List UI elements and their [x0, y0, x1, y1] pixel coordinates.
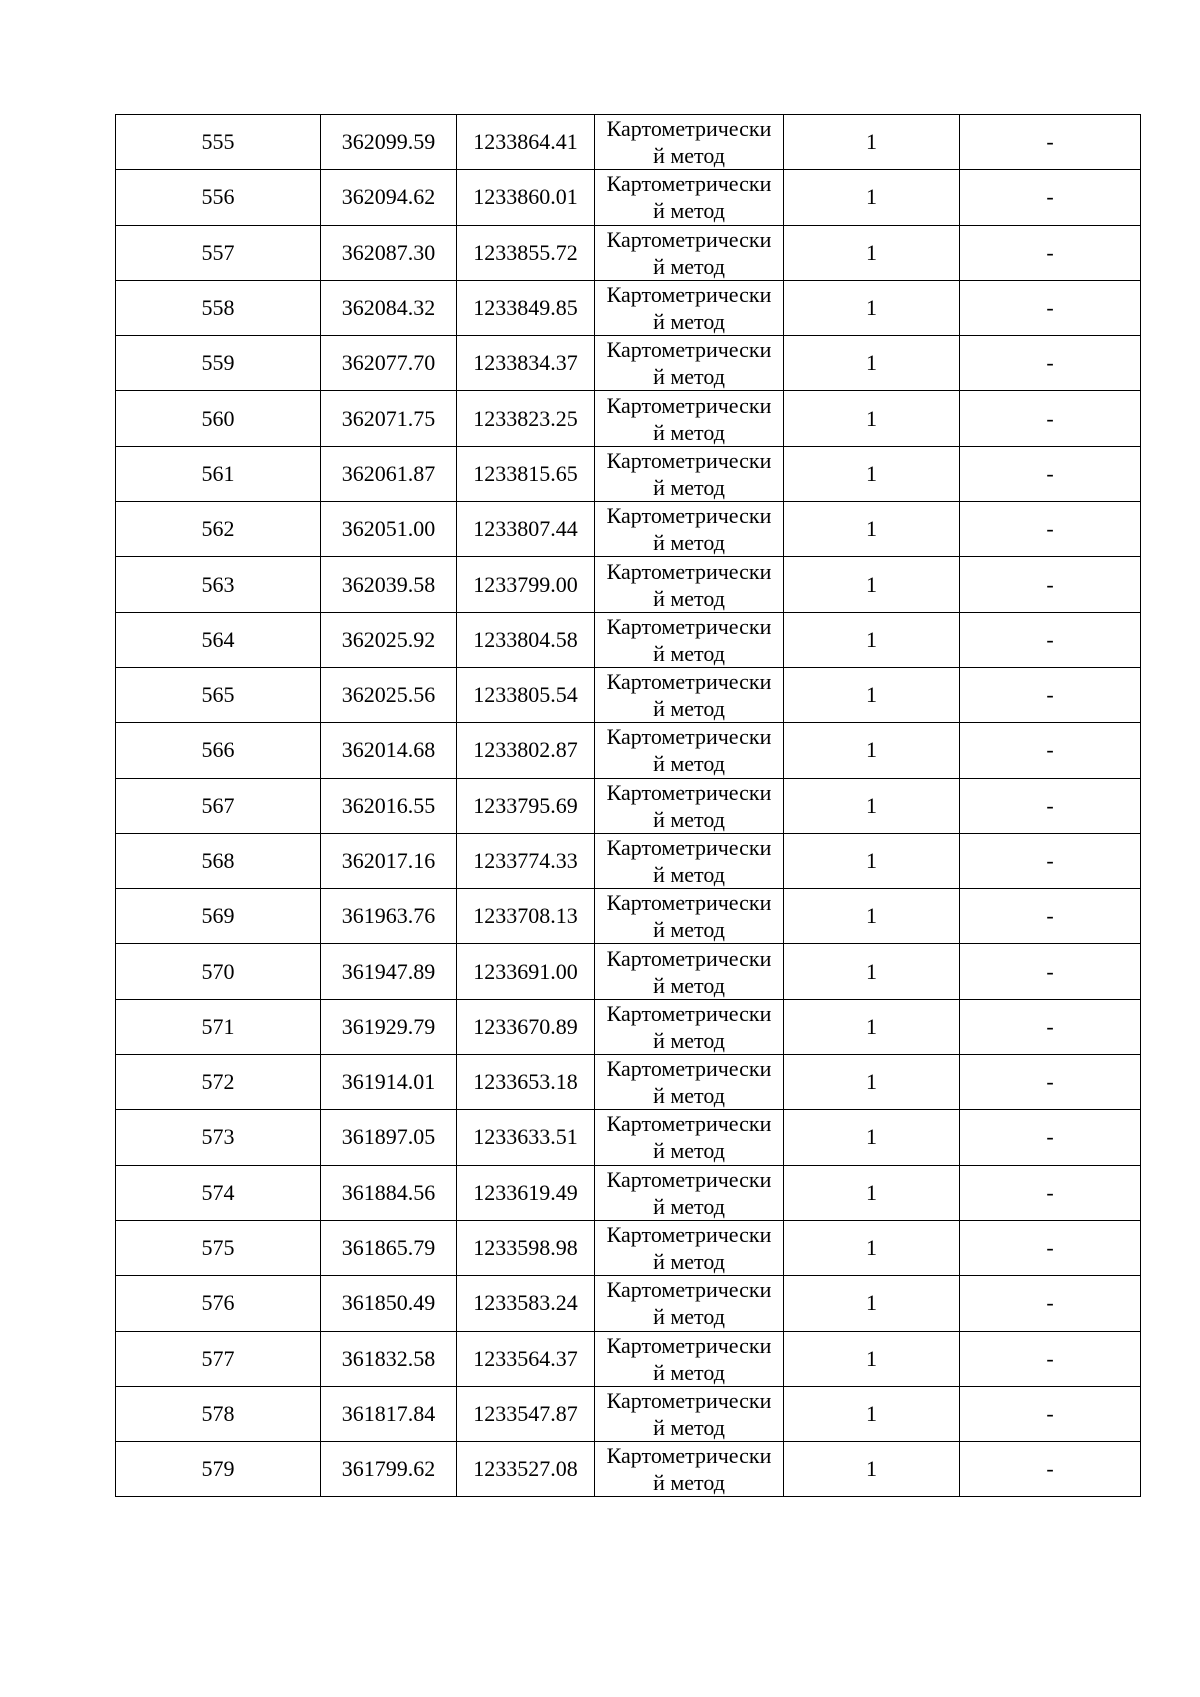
method-text-line: й метод	[653, 751, 725, 777]
x-coordinate-cell: 362016.55	[321, 778, 457, 833]
point-number-cell: 574	[116, 1165, 321, 1220]
note-cell: -	[960, 1110, 1141, 1165]
method-cell	[595, 944, 784, 999]
x-coordinate-cell: 361884.56	[321, 1165, 457, 1220]
method-text-line: й метод	[653, 1193, 725, 1219]
x-coordinate-cell: 362084.32	[321, 280, 457, 335]
method-cell	[595, 778, 784, 833]
x-coordinate-cell: 362025.56	[321, 667, 457, 722]
note-cell: -	[960, 723, 1141, 778]
method-text-line: Картометрически	[606, 392, 772, 418]
y-coordinate-cell: 1233598.98	[457, 1220, 595, 1275]
method-text-line: й метод	[653, 198, 725, 224]
table-row	[116, 944, 1141, 999]
point-number-cell: 572	[116, 1055, 321, 1110]
method-cell	[595, 557, 784, 612]
method-text-line: й метод	[653, 862, 725, 887]
table-row	[116, 1442, 1141, 1497]
table-row	[116, 1165, 1141, 1220]
accuracy-cell: 1	[784, 612, 960, 667]
method-text-line: й метод	[653, 640, 725, 666]
coordinates-table	[115, 114, 1141, 1497]
note-cell: -	[960, 778, 1141, 833]
y-coordinate-cell: 1233653.18	[457, 1055, 595, 1110]
method-cell	[595, 612, 784, 667]
y-coordinate-cell: 1233774.33	[457, 833, 595, 888]
point-number-cell: 563	[116, 557, 321, 612]
accuracy-cell: 1	[784, 1220, 960, 1275]
accuracy-cell: 1	[784, 889, 960, 944]
method-text-line: Картометрически	[606, 282, 772, 308]
method-text-line: й метод	[653, 1083, 725, 1109]
x-coordinate-cell: 362017.16	[321, 833, 457, 888]
note-cell: -	[960, 833, 1141, 888]
point-number-cell: 560	[116, 391, 321, 446]
accuracy-cell: 1	[784, 170, 960, 225]
accuracy-cell: 1	[784, 1110, 960, 1165]
note-cell: -	[960, 225, 1141, 280]
y-coordinate-cell: 1233823.25	[457, 391, 595, 446]
note-cell: -	[960, 391, 1141, 446]
table-row	[116, 502, 1141, 557]
point-number-cell: 578	[116, 1386, 321, 1441]
method-text-line: Картометрически	[606, 447, 772, 473]
point-number-cell: 557	[116, 225, 321, 280]
table-row	[116, 723, 1141, 778]
table-row	[116, 612, 1141, 667]
accuracy-cell: 1	[784, 778, 960, 833]
method-text-line: й метод	[653, 1470, 725, 1496]
point-number-cell: 559	[116, 336, 321, 391]
y-coordinate-cell: 1233805.54	[457, 667, 595, 722]
table-row	[116, 336, 1141, 391]
method-cell	[595, 1386, 784, 1441]
point-number-cell: 568	[116, 833, 321, 888]
point-number-cell: 566	[116, 723, 321, 778]
y-coordinate-cell: 1233670.89	[457, 999, 595, 1054]
method-cell	[595, 667, 784, 722]
x-coordinate-cell: 361850.49	[321, 1276, 457, 1331]
x-coordinate-cell: 362039.58	[321, 557, 457, 612]
x-coordinate-cell: 362014.68	[321, 723, 457, 778]
method-cell	[595, 1165, 784, 1220]
note-cell: -	[960, 999, 1141, 1054]
point-number-cell: 564	[116, 612, 321, 667]
method-text-line: й метод	[653, 585, 725, 611]
accuracy-cell: 1	[784, 391, 960, 446]
note-cell: -	[960, 889, 1141, 944]
table-row	[116, 778, 1141, 833]
method-text-line: Картометрически	[606, 1111, 772, 1137]
method-cell	[595, 1331, 784, 1386]
accuracy-cell: 1	[784, 557, 960, 612]
accuracy-cell: 1	[784, 1165, 960, 1220]
x-coordinate-cell: 361832.58	[321, 1331, 457, 1386]
accuracy-cell: 1	[784, 999, 960, 1054]
accuracy-cell: 1	[784, 667, 960, 722]
y-coordinate-cell: 1233864.41	[457, 115, 595, 170]
table-row	[116, 280, 1141, 335]
method-text-line: й метод	[653, 806, 725, 832]
note-cell: -	[960, 1386, 1141, 1441]
note-cell: -	[960, 1220, 1141, 1275]
method-cell	[595, 1220, 784, 1275]
y-coordinate-cell: 1233799.00	[457, 557, 595, 612]
method-text-line: й метод	[653, 1249, 725, 1275]
y-coordinate-cell: 1233802.87	[457, 723, 595, 778]
table-row	[116, 889, 1141, 944]
method-cell	[595, 170, 784, 225]
table-row	[116, 1386, 1141, 1441]
x-coordinate-cell: 361897.05	[321, 1110, 457, 1165]
method-cell	[595, 391, 784, 446]
x-coordinate-cell: 361799.62	[321, 1442, 457, 1497]
method-text-line: Картометрически	[606, 1000, 772, 1026]
table-row	[116, 225, 1141, 280]
table-row	[116, 1276, 1141, 1331]
method-text-line: й метод	[653, 696, 725, 722]
x-coordinate-cell: 362051.00	[321, 502, 457, 557]
accuracy-cell: 1	[784, 225, 960, 280]
note-cell: -	[960, 1331, 1141, 1386]
x-coordinate-cell: 362087.30	[321, 225, 457, 280]
method-text-line: Картометрически	[606, 337, 772, 363]
note-cell: -	[960, 612, 1141, 667]
method-text-line: Картометрически	[606, 1387, 772, 1413]
method-text-line: Картометрически	[606, 724, 772, 750]
accuracy-cell: 1	[784, 1331, 960, 1386]
point-number-cell: 571	[116, 999, 321, 1054]
note-cell: -	[960, 667, 1141, 722]
table-row	[116, 115, 1141, 170]
y-coordinate-cell: 1233547.87	[457, 1386, 595, 1441]
note-cell: -	[960, 557, 1141, 612]
method-text-line: Картометрически	[606, 890, 772, 916]
method-text-line: й метод	[653, 474, 725, 500]
x-coordinate-cell: 362077.70	[321, 336, 457, 391]
x-coordinate-cell: 361914.01	[321, 1055, 457, 1110]
note-cell: -	[960, 502, 1141, 557]
x-coordinate-cell: 362094.62	[321, 170, 457, 225]
table-row	[116, 1055, 1141, 1110]
y-coordinate-cell: 1233708.13	[457, 889, 595, 944]
y-coordinate-cell: 1233564.37	[457, 1331, 595, 1386]
method-text-line: й метод	[653, 1027, 725, 1053]
method-text-line: Картометрически	[606, 558, 772, 584]
note-cell: -	[960, 446, 1141, 501]
coordinates-table-body	[116, 115, 1141, 1497]
x-coordinate-cell: 362099.59	[321, 115, 457, 170]
table-row	[116, 391, 1141, 446]
method-text-line: й метод	[653, 253, 725, 279]
x-coordinate-cell: 361865.79	[321, 1220, 457, 1275]
x-coordinate-cell: 362025.92	[321, 612, 457, 667]
note-cell: -	[960, 1442, 1141, 1497]
accuracy-cell: 1	[784, 833, 960, 888]
point-number-cell: 562	[116, 502, 321, 557]
point-number-cell: 573	[116, 1110, 321, 1165]
x-coordinate-cell: 362061.87	[321, 446, 457, 501]
y-coordinate-cell: 1233583.24	[457, 1276, 595, 1331]
point-number-cell: 577	[116, 1331, 321, 1386]
note-cell: -	[960, 1055, 1141, 1110]
y-coordinate-cell: 1233527.08	[457, 1442, 595, 1497]
table-row	[116, 557, 1141, 612]
method-text-line: Картометрически	[606, 669, 772, 695]
x-coordinate-cell: 361817.84	[321, 1386, 457, 1441]
note-cell: -	[960, 944, 1141, 999]
method-cell	[595, 502, 784, 557]
accuracy-cell: 1	[784, 1276, 960, 1331]
method-text-line: й метод	[653, 309, 725, 335]
point-number-cell: 556	[116, 170, 321, 225]
method-text-line: Картометрически	[606, 503, 772, 529]
y-coordinate-cell: 1233860.01	[457, 170, 595, 225]
table-row	[116, 170, 1141, 225]
accuracy-cell: 1	[784, 115, 960, 170]
method-text-line: й метод	[653, 1414, 725, 1440]
accuracy-cell: 1	[784, 723, 960, 778]
method-cell	[595, 280, 784, 335]
accuracy-cell: 1	[784, 280, 960, 335]
point-number-cell: 570	[116, 944, 321, 999]
method-text-line: Картометрически	[606, 1332, 772, 1358]
method-text-line: й метод	[653, 419, 725, 445]
point-number-cell: 576	[116, 1276, 321, 1331]
y-coordinate-cell: 1233633.51	[457, 1110, 595, 1165]
point-number-cell: 558	[116, 280, 321, 335]
method-cell	[595, 1110, 784, 1165]
method-cell	[595, 336, 784, 391]
table-row	[116, 1331, 1141, 1386]
y-coordinate-cell: 1233804.58	[457, 612, 595, 667]
table-row	[116, 1110, 1141, 1165]
method-cell	[595, 1276, 784, 1331]
note-cell: -	[960, 170, 1141, 225]
method-cell	[595, 446, 784, 501]
accuracy-cell: 1	[784, 446, 960, 501]
method-text-line: Картометрически	[606, 835, 772, 860]
x-coordinate-cell: 362071.75	[321, 391, 457, 446]
method-text-line: Картометрически	[606, 779, 772, 805]
y-coordinate-cell: 1233619.49	[457, 1165, 595, 1220]
y-coordinate-cell: 1233807.44	[457, 502, 595, 557]
point-number-cell: 579	[116, 1442, 321, 1497]
y-coordinate-cell: 1233691.00	[457, 944, 595, 999]
accuracy-cell: 1	[784, 1386, 960, 1441]
table-row	[116, 833, 1141, 888]
accuracy-cell: 1	[784, 944, 960, 999]
point-number-cell: 569	[116, 889, 321, 944]
method-text-line: Картометрически	[606, 1443, 772, 1469]
method-text-line: Картометрически	[606, 1166, 772, 1192]
method-text-line: й метод	[653, 1359, 725, 1385]
accuracy-cell: 1	[784, 1055, 960, 1110]
method-text-line: й метод	[653, 530, 725, 556]
x-coordinate-cell: 361929.79	[321, 999, 457, 1054]
method-cell	[595, 999, 784, 1054]
note-cell: -	[960, 336, 1141, 391]
method-text-line: й метод	[653, 364, 725, 390]
method-text-line: й метод	[653, 917, 725, 943]
note-cell: -	[960, 280, 1141, 335]
y-coordinate-cell: 1233834.37	[457, 336, 595, 391]
method-cell	[595, 1055, 784, 1110]
method-cell	[595, 833, 784, 888]
table-row	[116, 667, 1141, 722]
method-text-line: Картометрически	[606, 613, 772, 639]
method-cell	[595, 723, 784, 778]
method-text-line: Картометрически	[606, 1056, 772, 1082]
method-cell	[595, 115, 784, 170]
y-coordinate-cell: 1233795.69	[457, 778, 595, 833]
accuracy-cell: 1	[784, 336, 960, 391]
x-coordinate-cell: 361947.89	[321, 944, 457, 999]
method-text-line: й метод	[653, 143, 725, 169]
note-cell: -	[960, 115, 1141, 170]
method-cell	[595, 225, 784, 280]
method-text-line: й метод	[653, 972, 725, 998]
method-cell	[595, 1442, 784, 1497]
method-text-line: Картометрически	[606, 116, 772, 142]
y-coordinate-cell: 1233855.72	[457, 225, 595, 280]
method-text-line: й метод	[653, 1304, 725, 1330]
point-number-cell: 567	[116, 778, 321, 833]
point-number-cell: 561	[116, 446, 321, 501]
point-number-cell: 555	[116, 115, 321, 170]
note-cell: -	[960, 1276, 1141, 1331]
method-text-line: Картометрически	[606, 1277, 772, 1303]
y-coordinate-cell: 1233849.85	[457, 280, 595, 335]
table-row	[116, 446, 1141, 501]
method-text-line: Картометрически	[606, 226, 772, 252]
point-number-cell: 575	[116, 1220, 321, 1275]
note-cell: -	[960, 1165, 1141, 1220]
method-text-line: Картометрически	[606, 1222, 772, 1248]
y-coordinate-cell: 1233815.65	[457, 446, 595, 501]
method-text-line: Картометрически	[606, 945, 772, 971]
method-cell	[595, 889, 784, 944]
x-coordinate-cell: 361963.76	[321, 889, 457, 944]
method-text-line: Картометрически	[606, 171, 772, 197]
point-number-cell: 565	[116, 667, 321, 722]
table-row	[116, 1220, 1141, 1275]
accuracy-cell: 1	[784, 502, 960, 557]
accuracy-cell: 1	[784, 1442, 960, 1497]
method-text-line: й метод	[653, 1138, 725, 1164]
table-row	[116, 999, 1141, 1054]
